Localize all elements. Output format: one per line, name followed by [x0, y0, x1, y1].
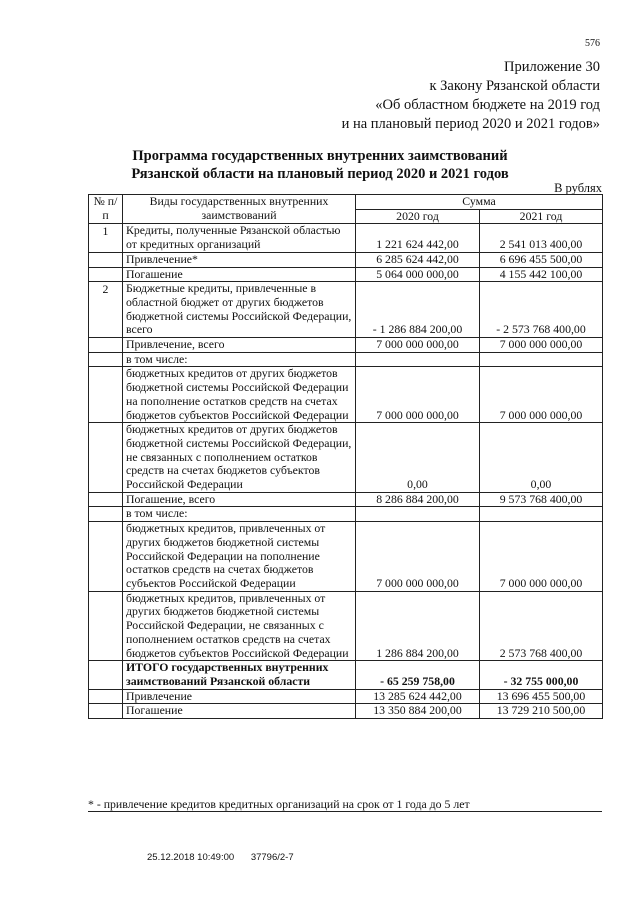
row-value-2021: 7 000 000 000,00 — [480, 367, 603, 423]
table-header-row — [89, 195, 603, 210]
row-number — [89, 689, 123, 704]
row-description: в том числе: — [123, 507, 356, 522]
table-row — [89, 224, 603, 252]
row-value-2020: 13 350 884 200,00 — [356, 704, 480, 719]
header-types: Виды государственных внутренних заимствований — [123, 195, 356, 224]
row-value-2020: 1 221 624 442,00 — [356, 224, 480, 252]
row-number — [89, 367, 123, 423]
header-num: № п/п — [89, 195, 123, 224]
row-number: 2 — [89, 282, 123, 338]
row-description: в том числе: — [123, 352, 356, 367]
row-description: Погашение, всего — [123, 492, 356, 507]
title-line-1: Программа государственных внутренних заимствований — [132, 148, 508, 164]
row-value-2021: 9 573 768 400,00 — [480, 492, 603, 507]
row-description: Бюджетные кредиты, привлеченные в областной бюджет от других бюджетов бюджетной системы Российской Федерации, всего — [123, 282, 356, 338]
row-number — [89, 423, 123, 493]
row-value-2021: 0,00 — [480, 423, 603, 493]
row-value-2021: 13 729 210 500,00 — [480, 704, 603, 719]
row-description: ИТОГО государственных внутренних заимствований Рязанской области — [123, 661, 356, 689]
row-description: Привлечение* — [123, 252, 356, 267]
table-row — [89, 367, 603, 423]
header-2020: 2020 год — [356, 209, 480, 224]
row-description: бюджетных кредитов, привлеченных от других бюджетов бюджетной системы Российской Федерации на пополнение остатков средств на счетах бюджетов субъектов Российской Федерации — [123, 522, 356, 592]
row-number — [89, 661, 123, 689]
row-value-2020: 7 000 000 000,00 — [356, 367, 480, 423]
row-description: бюджетных кредитов от других бюджетов бюджетной системы Российской Федерации на пополнение остатков средств на счетах бюджетов субъектов Российской Федерации — [123, 367, 356, 423]
row-value-2020: - 65 259 758,00 — [356, 661, 480, 689]
row-value-2020: 1 286 884 200,00 — [356, 591, 480, 661]
row-description: бюджетных кредитов от других бюджетов бюджетной системы Российской Федерации, не связанных с пополнением остатков средств на счетах бюджетов субъектов Российской Федерации — [123, 423, 356, 493]
row-description: Привлечение — [123, 689, 356, 704]
row-value-2021 — [480, 352, 603, 367]
table-row — [89, 591, 603, 661]
row-number: 1 — [89, 224, 123, 252]
row-description: Погашение — [123, 267, 356, 282]
table-row — [89, 423, 603, 493]
row-description: Погашение — [123, 704, 356, 719]
row-value-2021: 7 000 000 000,00 — [480, 338, 603, 353]
row-number — [89, 507, 123, 522]
row-value-2020 — [356, 352, 480, 367]
appendix-header — [342, 58, 600, 134]
row-value-2020: 0,00 — [356, 423, 480, 493]
appendix-line-4: и на плановый период 2020 и 2021 годов» — [341, 116, 600, 132]
row-value-2021: 2 541 013 400,00 — [480, 224, 603, 252]
row-value-2021: 6 696 455 500,00 — [480, 252, 603, 267]
row-value-2020: 5 064 000 000,00 — [356, 267, 480, 282]
row-value-2020: 13 285 624 442,00 — [356, 689, 480, 704]
row-number — [89, 352, 123, 367]
row-value-2021: 7 000 000 000,00 — [480, 522, 603, 592]
row-number — [89, 591, 123, 661]
row-value-2021: 2 573 768 400,00 — [480, 591, 603, 661]
table-row — [89, 704, 603, 719]
table-row — [89, 352, 603, 367]
table-row — [89, 492, 603, 507]
table-body — [89, 224, 603, 719]
table-row — [89, 507, 603, 522]
row-value-2021: 4 155 442 100,00 — [480, 267, 603, 282]
row-number — [89, 522, 123, 592]
table-row — [89, 267, 603, 282]
row-number — [89, 338, 123, 353]
header-sum: Сумма — [356, 195, 603, 210]
page-number: 576 — [585, 38, 600, 49]
row-value-2020: 7 000 000 000,00 — [356, 338, 480, 353]
document-stamp — [147, 852, 308, 863]
row-number — [89, 252, 123, 267]
row-number — [89, 704, 123, 719]
row-number — [89, 267, 123, 282]
row-description: бюджетных кредитов, привлеченных от других бюджетов бюджетной системы Российской Федерации, не связанных с пополнением остатков средств на счетах бюджетов субъектов Российской Федерации — [123, 591, 356, 661]
document-title — [0, 147, 640, 183]
appendix-line-1: Приложение 30 — [504, 59, 600, 75]
row-number — [89, 492, 123, 507]
row-value-2020: 6 285 624 442,00 — [356, 252, 480, 267]
table-row — [89, 661, 603, 689]
row-value-2021: 13 696 455 500,00 — [480, 689, 603, 704]
table-row — [89, 338, 603, 353]
footnote: * - привлечение кредитов кредитных организаций на срок от 1 года до 5 лет — [88, 797, 602, 812]
row-value-2020: 7 000 000 000,00 — [356, 522, 480, 592]
row-description: Привлечение, всего — [123, 338, 356, 353]
table-row — [89, 252, 603, 267]
table-row — [89, 282, 603, 338]
header-2021: 2021 год — [480, 209, 603, 224]
row-value-2021: - 32 755 000,00 — [480, 661, 603, 689]
stamp-code: 37796/2-7 — [250, 852, 294, 863]
stamp-datetime: 25.12.2018 10:49:00 — [147, 852, 235, 863]
table-row — [89, 522, 603, 592]
appendix-line-3: «Об областном бюджете на 2019 год — [375, 97, 600, 113]
appendix-line-2: к Закону Рязанской области — [429, 78, 600, 94]
row-value-2021 — [480, 507, 603, 522]
units-label: В рублях — [554, 181, 602, 195]
table-row — [89, 689, 603, 704]
borrowing-program-table — [88, 194, 603, 719]
row-value-2020: - 1 286 884 200,00 — [356, 282, 480, 338]
title-line-2: Рязанской области на плановый период 2020 и 2021 годов — [131, 166, 509, 182]
row-value-2020: 8 286 884 200,00 — [356, 492, 480, 507]
row-value-2020 — [356, 507, 480, 522]
row-description: Кредиты, полученные Рязанской областью от кредитных организаций — [123, 224, 356, 252]
row-value-2021: - 2 573 768 400,00 — [480, 282, 603, 338]
